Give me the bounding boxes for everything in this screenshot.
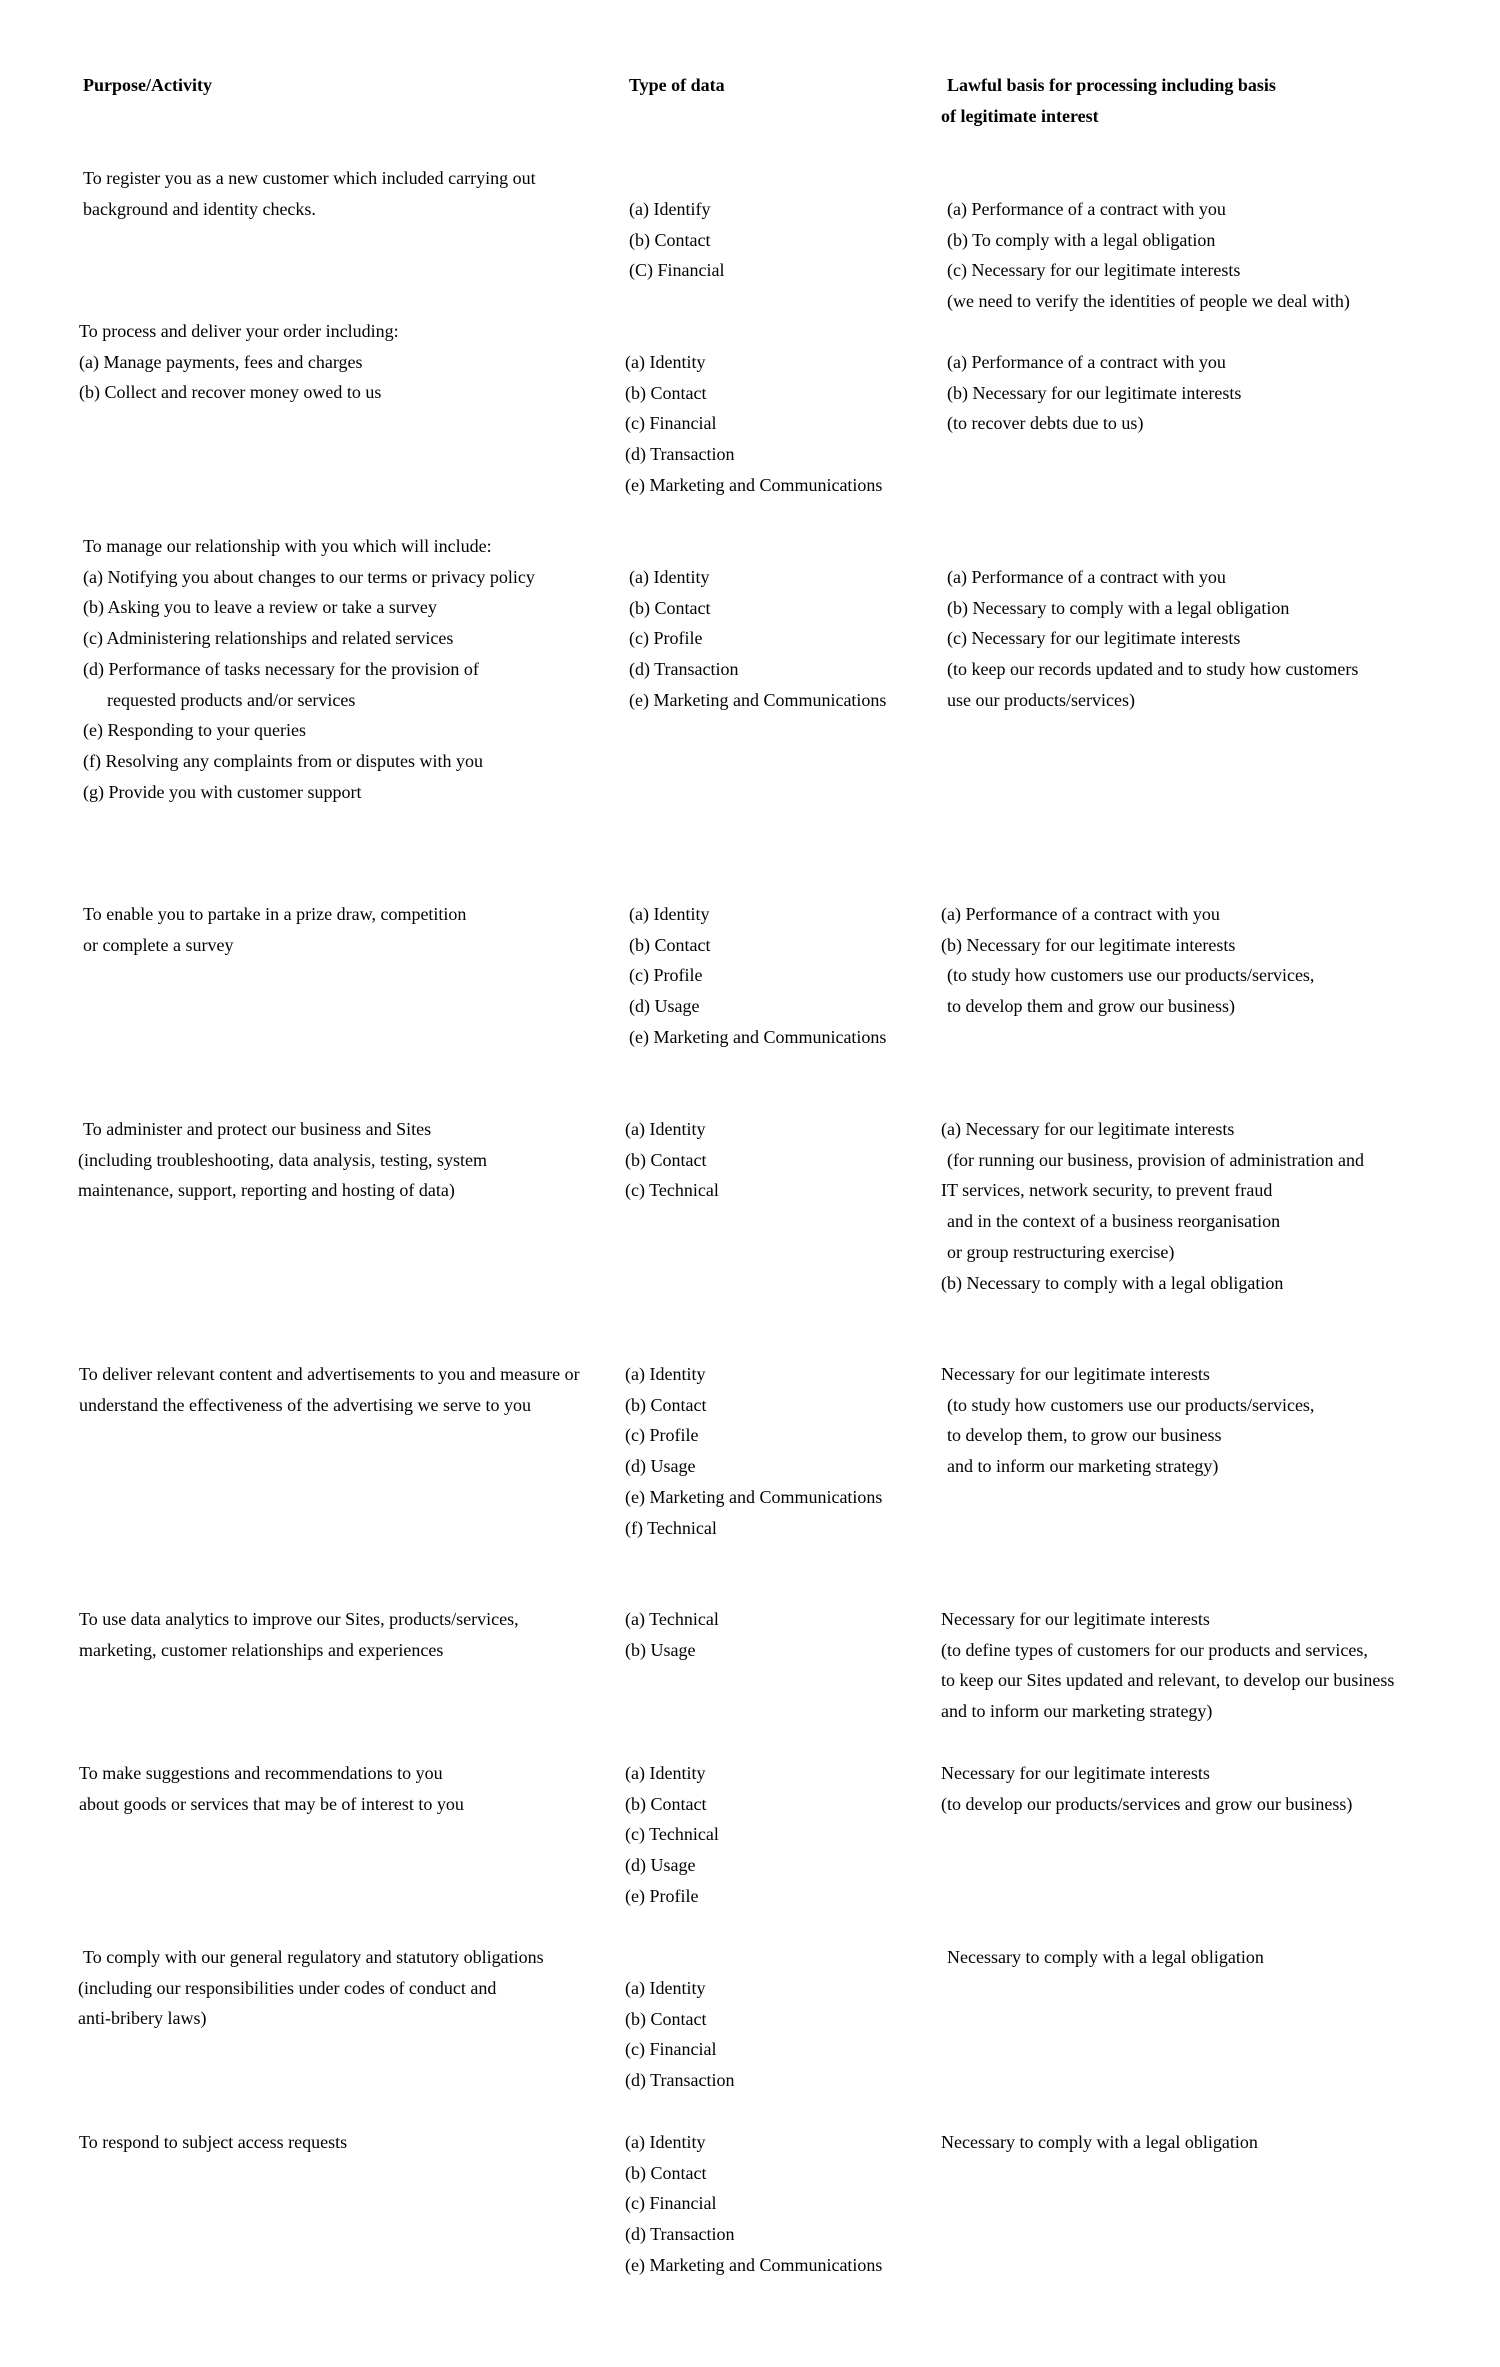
- data-type-item: (d) Transaction: [625, 444, 735, 465]
- data-type-item: (a) Identity: [625, 1763, 706, 1783]
- data-type-item: (b) Contact: [629, 597, 711, 618]
- purpose-line: To enable you to partake in a prize draw, competition: [83, 904, 467, 924]
- data-type-item: (a) Identity: [625, 1119, 706, 1139]
- purpose-line: To comply with our general regulatory and statutory obligations: [83, 1947, 544, 1967]
- data-type-item: (c) Technical: [625, 1824, 719, 1845]
- lawful-basis-line: and to inform our marketing strategy): [947, 1456, 1219, 1477]
- lawful-basis-line: (b) To comply with a legal obligation: [947, 229, 1216, 250]
- data-type-item: (e) Marketing and Communications: [625, 474, 883, 495]
- purpose-line: (e) Responding to your queries: [83, 720, 306, 741]
- lawful-basis-line: (to define types of customers for our products and services,: [941, 1639, 1368, 1660]
- purpose-line: requested products and/or services: [107, 689, 356, 710]
- data-type-item: (a) Identity: [625, 1364, 706, 1384]
- purpose-line: marketing, customer relationships and experiences: [79, 1639, 444, 1660]
- data-type-item: (c) Financial: [625, 413, 717, 434]
- lawful-basis-line: (for running our business, provision of administration and: [947, 1149, 1364, 1170]
- data-type-item: (c) Profile: [625, 1425, 699, 1446]
- header-type-of-data: Type of data: [629, 75, 725, 95]
- data-type-item: (a) Identity: [625, 352, 706, 372]
- header-lawful-basis-line2: of legitimate interest: [941, 106, 1099, 126]
- data-type-item: (a) Identity: [629, 904, 710, 924]
- lawful-basis-line: (a) Performance of a contract with you: [947, 352, 1226, 372]
- purpose-line: (f) Resolving any complaints from or disputes with you: [83, 750, 483, 771]
- purpose-line: or complete a survey: [83, 934, 234, 955]
- data-type-item: (c) Financial: [625, 2039, 717, 2060]
- lawful-basis-line: IT services, network security, to prevent fraud: [941, 1180, 1273, 1201]
- lawful-basis-line: (b) Necessary to comply with a legal obligation: [941, 1272, 1284, 1293]
- purpose-line: background and identity checks.: [83, 198, 316, 219]
- data-type-item: (e) Marketing and Communications: [625, 1486, 883, 1507]
- data-type-item: (a) Identify: [629, 199, 711, 219]
- lawful-basis-line: (b) Necessary for our legitimate interests: [947, 382, 1242, 403]
- lawful-basis-line: and in the context of a business reorganisation: [947, 1211, 1281, 1232]
- data-type-item: (b) Contact: [625, 2008, 707, 2029]
- purpose-line: To deliver relevant content and advertisements to you and measure or: [79, 1364, 580, 1384]
- lawful-basis-line: (to develop our products/services and grow our business): [941, 1793, 1353, 1814]
- data-type-item: (f) Technical: [625, 1517, 717, 1538]
- header-purpose: Purpose/Activity: [83, 75, 212, 95]
- purpose-line: To make suggestions and recommendations to you: [79, 1763, 443, 1783]
- lawful-basis-line: Necessary for our legitimate interests: [941, 1763, 1210, 1783]
- purpose-line: understand the effectiveness of the advertising we serve to you: [79, 1394, 532, 1415]
- lawful-basis-line: (to study how customers use our products/services,: [947, 1394, 1315, 1415]
- purpose-line: (c) Administering relationships and related services: [83, 628, 454, 649]
- data-type-item: (C) Financial: [629, 260, 725, 281]
- lawful-basis-line: (a) Necessary for our legitimate interests: [941, 1119, 1235, 1139]
- data-type-item: (d) Transaction: [625, 2224, 735, 2245]
- header-lawful-basis-line1: Lawful basis for processing including basis: [947, 75, 1276, 95]
- data-type-item: (a) Identity: [629, 567, 710, 587]
- data-type-item: (b) Contact: [625, 1394, 707, 1415]
- purpose-line: (b) Collect and recover money owed to us: [79, 382, 382, 403]
- data-type-item: (d) Transaction: [625, 2070, 735, 2091]
- lawful-basis-line: or group restructuring exercise): [947, 1241, 1175, 1262]
- data-type-item: (b) Contact: [629, 229, 711, 250]
- lawful-basis-line: Necessary to comply with a legal obligation: [941, 2132, 1258, 2152]
- data-type-item: (d) Usage: [625, 1855, 696, 1876]
- purpose-line: To respond to subject access requests: [79, 2132, 348, 2152]
- data-type-item: (c) Profile: [629, 965, 703, 986]
- data-type-item: (c) Profile: [629, 628, 703, 649]
- purpose-line: (a) Notifying you about changes to our terms or privacy policy: [83, 566, 535, 587]
- purpose-line: (a) Manage payments, fees and charges: [79, 351, 363, 372]
- data-type-item: (e) Marketing and Communications: [629, 1026, 887, 1047]
- lawful-basis-line: (to study how customers use our products/services,: [947, 965, 1315, 986]
- lawful-basis-line: to develop them and grow our business): [947, 996, 1235, 1017]
- data-type-item: (b) Contact: [625, 1793, 707, 1814]
- purpose-line: To administer and protect our business and Sites: [83, 1119, 432, 1139]
- data-type-item: (d) Transaction: [629, 659, 739, 680]
- purpose-line: (g) Provide you with customer support: [83, 781, 362, 802]
- lawful-basis-line: (to keep our records updated and to study how customers: [947, 659, 1359, 680]
- lawful-basis-line: (to recover debts due to us): [947, 413, 1144, 434]
- data-type-item: (c) Technical: [625, 1180, 719, 1201]
- data-type-item: (b) Usage: [625, 1639, 696, 1660]
- lawful-basis-line: Necessary to comply with a legal obligation: [947, 1947, 1264, 1967]
- lawful-basis-line: use our products/services): [947, 689, 1135, 710]
- lawful-basis-line: (b) Necessary to comply with a legal obligation: [947, 597, 1290, 618]
- lawful-basis-line: Necessary for our legitimate interests: [941, 1609, 1210, 1629]
- lawful-basis-line: Necessary for our legitimate interests: [941, 1364, 1210, 1384]
- purpose-line: (including our responsibilities under codes of conduct and: [78, 1977, 497, 1998]
- lawful-basis-line: (c) Necessary for our legitimate interests: [947, 260, 1241, 281]
- data-type-item: (a) Identity: [625, 2132, 706, 2152]
- lawful-basis-line: and to inform our marketing strategy): [941, 1701, 1213, 1722]
- purpose-line: anti-bribery laws): [78, 2008, 207, 2029]
- purpose-line: To manage our relationship with you which will include:: [83, 536, 492, 556]
- data-type-item: (a) Identity: [625, 1978, 706, 1998]
- data-type-item: (a) Technical: [625, 1609, 719, 1629]
- lawful-basis-line: to develop them, to grow our business: [947, 1425, 1222, 1446]
- purpose-line: To use data analytics to improve our Sites, products/services,: [79, 1609, 519, 1629]
- data-type-item: (b) Contact: [625, 1149, 707, 1170]
- data-type-item: (e) Profile: [625, 1885, 699, 1906]
- lawful-basis-line: (a) Performance of a contract with you: [947, 199, 1226, 219]
- data-type-item: (b) Contact: [629, 934, 711, 955]
- data-type-item: (d) Usage: [629, 996, 700, 1017]
- data-type-item: (b) Contact: [625, 382, 707, 403]
- lawful-basis-line: (c) Necessary for our legitimate interests: [947, 628, 1241, 649]
- lawful-basis-line: (a) Performance of a contract with you: [947, 567, 1226, 587]
- lawful-basis-line: to keep our Sites updated and relevant, to develop our business: [941, 1670, 1395, 1691]
- lawful-basis-line: (a) Performance of a contract with you: [941, 904, 1220, 924]
- data-type-item: (e) Marketing and Communications: [625, 2254, 883, 2275]
- purpose-line: (including troubleshooting, data analysis, testing, system: [78, 1149, 487, 1170]
- data-type-item: (d) Usage: [625, 1456, 696, 1477]
- purpose-line: (b) Asking you to leave a review or take a survey: [83, 597, 437, 618]
- purpose-line: about goods or services that may be of interest to you: [79, 1793, 464, 1814]
- purpose-line: (d) Performance of tasks necessary for the provision of: [83, 658, 479, 679]
- purpose-line: To process and deliver your order including:: [79, 321, 399, 341]
- purpose-line: To register you as a new customer which included carrying out: [83, 168, 536, 188]
- data-type-item: (c) Financial: [625, 2193, 717, 2214]
- lawful-basis-line: (we need to verify the identities of people we deal with): [947, 291, 1350, 312]
- data-type-item: (b) Contact: [625, 2162, 707, 2183]
- lawful-basis-line: (b) Necessary for our legitimate interests: [941, 934, 1236, 955]
- data-type-item: (e) Marketing and Communications: [629, 689, 887, 710]
- purpose-line: maintenance, support, reporting and hosting of data): [78, 1180, 455, 1201]
